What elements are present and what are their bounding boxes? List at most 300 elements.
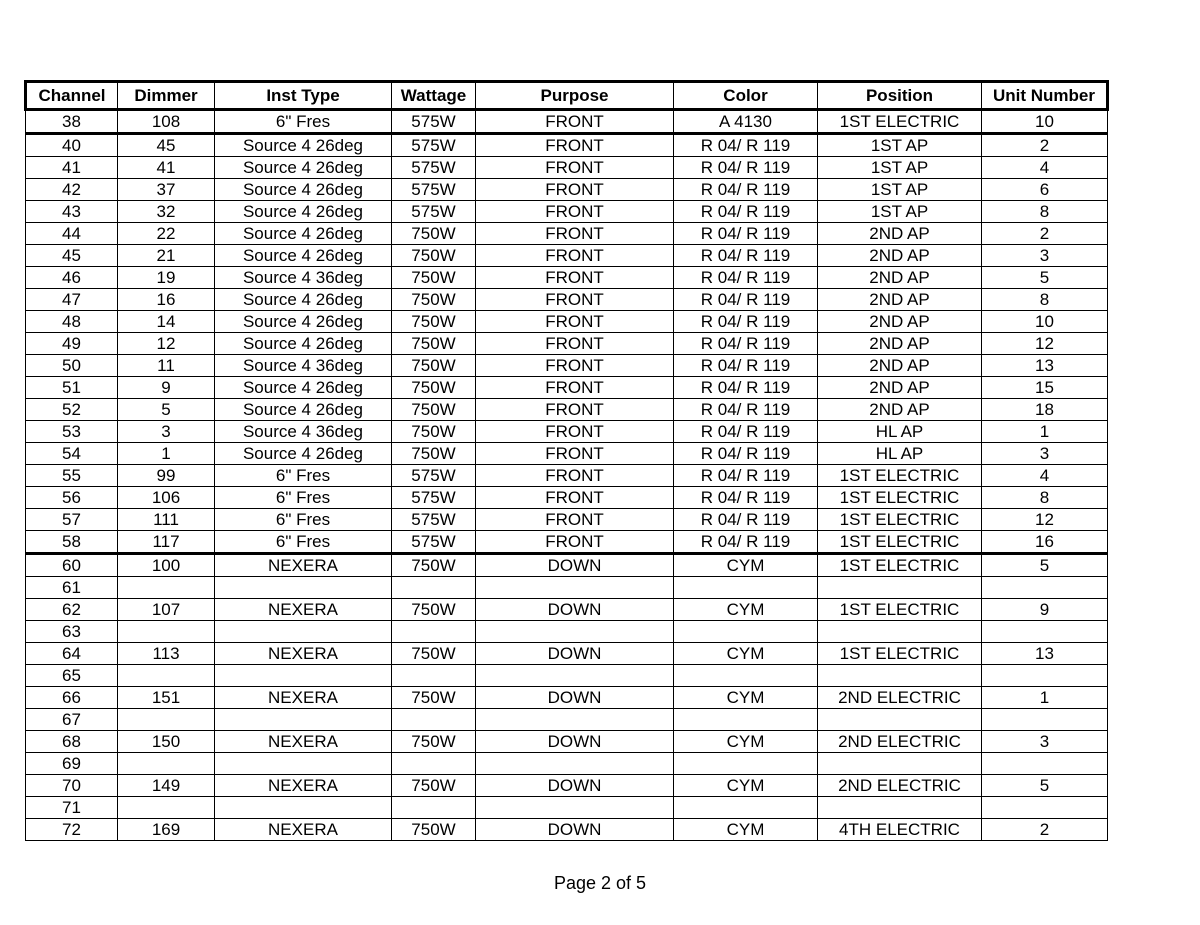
cell-purpose: FRONT [476, 531, 674, 554]
cell-unit-number: 5 [982, 554, 1108, 577]
cell-unit-number: 18 [982, 399, 1108, 421]
cell-channel: 42 [26, 179, 118, 201]
cell-dimmer [118, 665, 215, 687]
cell-position: 2ND AP [818, 355, 982, 377]
cell-purpose: FRONT [476, 245, 674, 267]
cell-position: 2ND ELECTRIC [818, 775, 982, 797]
cell-inst-type [215, 621, 392, 643]
cell-position: 2ND AP [818, 289, 982, 311]
cell-channel: 62 [26, 599, 118, 621]
page-number: Page 2 of 5 [553, 873, 647, 893]
cell-color: R 04/ R 119 [674, 421, 818, 443]
cell-color: R 04/ R 119 [674, 465, 818, 487]
cell-inst-type: NEXERA [215, 554, 392, 577]
cell-channel: 68 [26, 731, 118, 753]
cell-color: R 04/ R 119 [674, 509, 818, 531]
cell-wattage [392, 797, 476, 819]
cell-color: CYM [674, 599, 818, 621]
cell-inst-type: 6" Fres [215, 110, 392, 134]
cell-channel: 45 [26, 245, 118, 267]
cell-color [674, 665, 818, 687]
cell-dimmer: 3 [118, 421, 215, 443]
cell-dimmer: 9 [118, 377, 215, 399]
cell-wattage: 750W [392, 687, 476, 709]
table-row [26, 465, 1108, 487]
cell-channel: 64 [26, 643, 118, 665]
cell-position: 1ST AP [818, 134, 982, 157]
cell-dimmer: 45 [118, 134, 215, 157]
cell-unit-number: 16 [982, 531, 1108, 554]
cell-position: 2ND AP [818, 399, 982, 421]
cell-dimmer: 108 [118, 110, 215, 134]
column-header-dimmer: Dimmer [118, 82, 215, 110]
table-header-row [26, 82, 1108, 110]
cell-unit-number: 4 [982, 157, 1108, 179]
cell-purpose: FRONT [476, 377, 674, 399]
cell-channel: 44 [26, 223, 118, 245]
cell-wattage: 750W [392, 554, 476, 577]
cell-dimmer: 151 [118, 687, 215, 709]
cell-wattage: 750W [392, 421, 476, 443]
cell-color: CYM [674, 775, 818, 797]
cell-dimmer: 22 [118, 223, 215, 245]
cell-unit-number: 13 [982, 643, 1108, 665]
table-row [26, 134, 1108, 157]
cell-inst-type: NEXERA [215, 819, 392, 841]
cell-position: 2ND ELECTRIC [818, 731, 982, 753]
cell-position [818, 797, 982, 819]
cell-inst-type [215, 753, 392, 775]
cell-wattage [392, 753, 476, 775]
cell-wattage: 750W [392, 599, 476, 621]
cell-color: R 04/ R 119 [674, 377, 818, 399]
cell-color: R 04/ R 119 [674, 399, 818, 421]
cell-position: 2ND AP [818, 311, 982, 333]
cell-dimmer [118, 709, 215, 731]
cell-unit-number: 1 [982, 687, 1108, 709]
cell-purpose [476, 665, 674, 687]
cell-dimmer: 150 [118, 731, 215, 753]
cell-purpose: DOWN [476, 643, 674, 665]
instrument-schedule-table [24, 80, 1109, 841]
cell-wattage: 575W [392, 487, 476, 509]
cell-color: CYM [674, 554, 818, 577]
cell-position: 1ST ELECTRIC [818, 554, 982, 577]
cell-unit-number: 1 [982, 421, 1108, 443]
cell-wattage: 750W [392, 731, 476, 753]
cell-channel: 38 [26, 110, 118, 134]
table-row [26, 775, 1108, 797]
cell-inst-type: Source 4 26deg [215, 311, 392, 333]
cell-inst-type: Source 4 26deg [215, 157, 392, 179]
cell-dimmer [118, 621, 215, 643]
cell-channel: 72 [26, 819, 118, 841]
cell-channel: 60 [26, 554, 118, 577]
cell-purpose: DOWN [476, 819, 674, 841]
cell-position [818, 753, 982, 775]
cell-dimmer: 32 [118, 201, 215, 223]
cell-color: R 04/ R 119 [674, 443, 818, 465]
cell-unit-number [982, 797, 1108, 819]
cell-inst-type: Source 4 26deg [215, 289, 392, 311]
cell-unit-number: 5 [982, 267, 1108, 289]
cell-inst-type: NEXERA [215, 643, 392, 665]
cell-unit-number: 2 [982, 134, 1108, 157]
table-row [26, 377, 1108, 399]
cell-channel: 48 [26, 311, 118, 333]
cell-wattage: 750W [392, 311, 476, 333]
cell-wattage: 750W [392, 333, 476, 355]
cell-color: A 4130 [674, 110, 818, 134]
cell-channel: 58 [26, 531, 118, 554]
cell-channel: 65 [26, 665, 118, 687]
cell-position: 1ST ELECTRIC [818, 487, 982, 509]
cell-wattage: 750W [392, 775, 476, 797]
cell-dimmer: 111 [118, 509, 215, 531]
table-row [26, 731, 1108, 753]
cell-color: R 04/ R 119 [674, 333, 818, 355]
cell-color: R 04/ R 119 [674, 531, 818, 554]
cell-position: 1ST AP [818, 201, 982, 223]
cell-purpose: FRONT [476, 355, 674, 377]
cell-inst-type: Source 4 26deg [215, 443, 392, 465]
cell-position: 4TH ELECTRIC [818, 819, 982, 841]
cell-position [818, 709, 982, 731]
table-row [26, 443, 1108, 465]
cell-dimmer: 21 [118, 245, 215, 267]
cell-purpose: FRONT [476, 201, 674, 223]
cell-purpose: FRONT [476, 487, 674, 509]
cell-position: 1ST ELECTRIC [818, 531, 982, 554]
cell-inst-type: Source 4 26deg [215, 201, 392, 223]
cell-unit-number: 12 [982, 333, 1108, 355]
cell-channel: 54 [26, 443, 118, 465]
cell-wattage: 575W [392, 531, 476, 554]
table-row [26, 753, 1108, 775]
cell-wattage [392, 577, 476, 599]
cell-inst-type: Source 4 26deg [215, 333, 392, 355]
cell-dimmer: 100 [118, 554, 215, 577]
cell-dimmer: 169 [118, 819, 215, 841]
cell-color: R 04/ R 119 [674, 201, 818, 223]
cell-inst-type [215, 797, 392, 819]
cell-purpose: DOWN [476, 775, 674, 797]
cell-channel: 71 [26, 797, 118, 819]
cell-position: 2ND AP [818, 267, 982, 289]
cell-wattage [392, 709, 476, 731]
cell-unit-number [982, 665, 1108, 687]
cell-wattage: 575W [392, 509, 476, 531]
cell-channel: 47 [26, 289, 118, 311]
cell-position: HL AP [818, 443, 982, 465]
column-header-position: Position [818, 82, 982, 110]
cell-unit-number: 2 [982, 223, 1108, 245]
cell-color [674, 577, 818, 599]
cell-channel: 55 [26, 465, 118, 487]
cell-unit-number: 8 [982, 289, 1108, 311]
cell-dimmer: 149 [118, 775, 215, 797]
cell-channel: 70 [26, 775, 118, 797]
cell-channel: 56 [26, 487, 118, 509]
cell-unit-number: 8 [982, 487, 1108, 509]
cell-unit-number: 13 [982, 355, 1108, 377]
cell-inst-type [215, 709, 392, 731]
cell-wattage [392, 665, 476, 687]
cell-inst-type: NEXERA [215, 687, 392, 709]
cell-channel: 40 [26, 134, 118, 157]
cell-dimmer: 41 [118, 157, 215, 179]
table-row [26, 709, 1108, 731]
cell-channel: 66 [26, 687, 118, 709]
cell-unit-number: 8 [982, 201, 1108, 223]
table-row [26, 201, 1108, 223]
cell-inst-type: Source 4 26deg [215, 377, 392, 399]
cell-color: R 04/ R 119 [674, 223, 818, 245]
cell-position [818, 665, 982, 687]
cell-inst-type: Source 4 26deg [215, 134, 392, 157]
table-row [26, 599, 1108, 621]
table-row [26, 665, 1108, 687]
cell-purpose: FRONT [476, 179, 674, 201]
table-row [26, 245, 1108, 267]
cell-dimmer: 14 [118, 311, 215, 333]
cell-position: 1ST ELECTRIC [818, 110, 982, 134]
column-header-unit-number: Unit Number [982, 82, 1108, 110]
cell-unit-number: 15 [982, 377, 1108, 399]
cell-purpose: FRONT [476, 157, 674, 179]
cell-color: R 04/ R 119 [674, 289, 818, 311]
cell-purpose: FRONT [476, 134, 674, 157]
cell-position: 1ST ELECTRIC [818, 465, 982, 487]
table-row [26, 687, 1108, 709]
cell-purpose: FRONT [476, 311, 674, 333]
table-row [26, 311, 1108, 333]
cell-unit-number [982, 621, 1108, 643]
cell-dimmer: 16 [118, 289, 215, 311]
table-row [26, 333, 1108, 355]
cell-wattage: 750W [392, 223, 476, 245]
cell-wattage: 750W [392, 355, 476, 377]
column-header-inst-type: Inst Type [215, 82, 392, 110]
cell-inst-type: 6" Fres [215, 509, 392, 531]
cell-position: 1ST AP [818, 179, 982, 201]
cell-dimmer: 12 [118, 333, 215, 355]
cell-dimmer: 19 [118, 267, 215, 289]
cell-color: CYM [674, 819, 818, 841]
cell-wattage: 575W [392, 134, 476, 157]
cell-dimmer [118, 577, 215, 599]
table-row [26, 110, 1108, 134]
cell-dimmer: 1 [118, 443, 215, 465]
cell-dimmer: 107 [118, 599, 215, 621]
cell-inst-type: Source 4 36deg [215, 355, 392, 377]
cell-wattage: 750W [392, 377, 476, 399]
cell-purpose: FRONT [476, 267, 674, 289]
cell-color: R 04/ R 119 [674, 355, 818, 377]
cell-purpose: FRONT [476, 333, 674, 355]
cell-wattage: 750W [392, 819, 476, 841]
cell-channel: 63 [26, 621, 118, 643]
cell-unit-number [982, 709, 1108, 731]
table-row [26, 399, 1108, 421]
cell-unit-number: 12 [982, 509, 1108, 531]
cell-unit-number: 10 [982, 110, 1108, 134]
table-row [26, 531, 1108, 554]
cell-color: CYM [674, 643, 818, 665]
table-row [26, 554, 1108, 577]
cell-inst-type [215, 665, 392, 687]
cell-unit-number [982, 753, 1108, 775]
cell-unit-number: 5 [982, 775, 1108, 797]
cell-wattage: 750W [392, 443, 476, 465]
cell-dimmer: 99 [118, 465, 215, 487]
cell-dimmer [118, 753, 215, 775]
cell-inst-type: Source 4 26deg [215, 179, 392, 201]
column-header-color: Color [674, 82, 818, 110]
table-row [26, 487, 1108, 509]
cell-inst-type: 6" Fres [215, 531, 392, 554]
cell-position: 1ST ELECTRIC [818, 599, 982, 621]
cell-color: R 04/ R 119 [674, 179, 818, 201]
cell-inst-type: NEXERA [215, 731, 392, 753]
cell-unit-number [982, 577, 1108, 599]
cell-unit-number: 10 [982, 311, 1108, 333]
table-row [26, 643, 1108, 665]
cell-color: R 04/ R 119 [674, 487, 818, 509]
cell-wattage: 575W [392, 157, 476, 179]
cell-purpose: FRONT [476, 465, 674, 487]
cell-inst-type: Source 4 26deg [215, 223, 392, 245]
cell-channel: 51 [26, 377, 118, 399]
column-header-purpose: Purpose [476, 82, 674, 110]
cell-position: HL AP [818, 421, 982, 443]
cell-inst-type: Source 4 26deg [215, 245, 392, 267]
column-header-channel: Channel [26, 82, 118, 110]
cell-inst-type: Source 4 36deg [215, 421, 392, 443]
cell-channel: 46 [26, 267, 118, 289]
cell-wattage: 575W [392, 179, 476, 201]
cell-purpose: DOWN [476, 599, 674, 621]
table-row [26, 819, 1108, 841]
cell-inst-type: Source 4 26deg [215, 399, 392, 421]
cell-channel: 41 [26, 157, 118, 179]
cell-color [674, 709, 818, 731]
cell-purpose [476, 577, 674, 599]
cell-unit-number: 4 [982, 465, 1108, 487]
table-row [26, 421, 1108, 443]
cell-channel: 61 [26, 577, 118, 599]
cell-wattage [392, 621, 476, 643]
cell-purpose: FRONT [476, 289, 674, 311]
cell-wattage: 750W [392, 399, 476, 421]
cell-inst-type: NEXERA [215, 775, 392, 797]
cell-color: R 04/ R 119 [674, 134, 818, 157]
cell-color: CYM [674, 687, 818, 709]
table-row [26, 621, 1108, 643]
cell-color [674, 797, 818, 819]
cell-wattage: 575W [392, 110, 476, 134]
cell-dimmer: 5 [118, 399, 215, 421]
cell-purpose [476, 621, 674, 643]
cell-inst-type [215, 577, 392, 599]
cell-position: 2ND AP [818, 223, 982, 245]
cell-channel: 69 [26, 753, 118, 775]
cell-purpose: DOWN [476, 731, 674, 753]
cell-position: 1ST ELECTRIC [818, 643, 982, 665]
table-row [26, 157, 1108, 179]
table-row [26, 179, 1108, 201]
cell-position [818, 577, 982, 599]
cell-position: 2ND AP [818, 377, 982, 399]
cell-purpose: FRONT [476, 399, 674, 421]
cell-channel: 57 [26, 509, 118, 531]
cell-purpose: FRONT [476, 223, 674, 245]
cell-position: 2ND AP [818, 245, 982, 267]
cell-dimmer: 37 [118, 179, 215, 201]
cell-purpose: FRONT [476, 421, 674, 443]
table-row [26, 355, 1108, 377]
table-row [26, 797, 1108, 819]
cell-dimmer [118, 797, 215, 819]
cell-wattage: 750W [392, 643, 476, 665]
cell-unit-number: 3 [982, 245, 1108, 267]
table-row [26, 577, 1108, 599]
cell-dimmer: 106 [118, 487, 215, 509]
cell-inst-type: Source 4 36deg [215, 267, 392, 289]
cell-purpose [476, 753, 674, 775]
cell-color: R 04/ R 119 [674, 245, 818, 267]
cell-color [674, 621, 818, 643]
cell-color: R 04/ R 119 [674, 157, 818, 179]
cell-unit-number: 3 [982, 443, 1108, 465]
table-row [26, 267, 1108, 289]
cell-unit-number: 9 [982, 599, 1108, 621]
cell-channel: 50 [26, 355, 118, 377]
cell-position: 2ND ELECTRIC [818, 687, 982, 709]
cell-position [818, 621, 982, 643]
table-body [26, 110, 1108, 841]
cell-dimmer: 113 [118, 643, 215, 665]
table-row [26, 509, 1108, 531]
cell-dimmer: 11 [118, 355, 215, 377]
cell-color: CYM [674, 731, 818, 753]
cell-purpose: FRONT [476, 443, 674, 465]
cell-wattage: 750W [392, 267, 476, 289]
column-header-wattage: Wattage [392, 82, 476, 110]
cell-wattage: 575W [392, 465, 476, 487]
cell-purpose [476, 709, 674, 731]
cell-purpose [476, 797, 674, 819]
cell-unit-number: 2 [982, 819, 1108, 841]
cell-channel: 53 [26, 421, 118, 443]
cell-inst-type: NEXERA [215, 599, 392, 621]
cell-position: 2ND AP [818, 333, 982, 355]
cell-purpose: DOWN [476, 554, 674, 577]
table-row [26, 289, 1108, 311]
cell-color: R 04/ R 119 [674, 267, 818, 289]
cell-purpose: FRONT [476, 509, 674, 531]
cell-unit-number: 3 [982, 731, 1108, 753]
cell-purpose: FRONT [476, 110, 674, 134]
cell-channel: 49 [26, 333, 118, 355]
cell-position: 1ST ELECTRIC [818, 509, 982, 531]
cell-color: R 04/ R 119 [674, 311, 818, 333]
cell-channel: 52 [26, 399, 118, 421]
cell-color [674, 753, 818, 775]
cell-inst-type: 6" Fres [215, 487, 392, 509]
cell-unit-number: 6 [982, 179, 1108, 201]
cell-wattage: 575W [392, 201, 476, 223]
